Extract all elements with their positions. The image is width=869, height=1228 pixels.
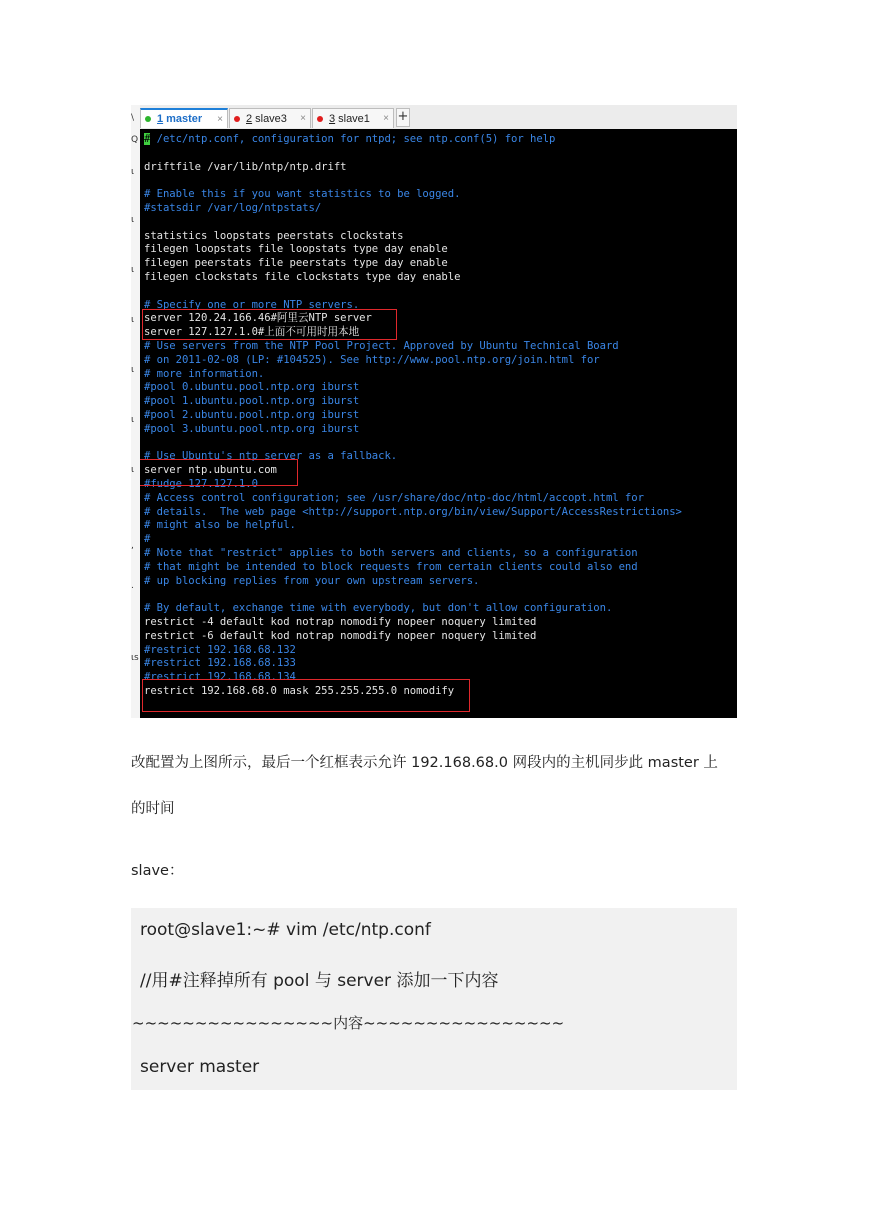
terminal-line bbox=[144, 394, 359, 408]
terminal-line-text: filegen loopstats file loopstats type day enable bbox=[144, 243, 448, 256]
status-dot-icon bbox=[145, 116, 151, 122]
terminal-line bbox=[144, 132, 555, 146]
terminal-line-text: # up blocking replies from your own upstream servers. bbox=[144, 574, 480, 587]
terminal-line bbox=[144, 643, 296, 657]
terminal-line-text: # bbox=[144, 533, 151, 546]
code-line: root@slave1:~# vim /etc/ntp.conf bbox=[140, 920, 431, 940]
terminal-line-text: server 120.24.166.46#阿里云NTP server bbox=[144, 312, 372, 325]
terminal-line-text: restrict -4 default kod notrap nomodify nopeer noquery limited bbox=[144, 616, 537, 628]
terminal-line-text: #pool 1.ubuntu.pool.ntp.org iburst bbox=[144, 395, 360, 408]
terminal-view[interactable] bbox=[140, 129, 737, 718]
terminal-line bbox=[144, 656, 296, 670]
terminal-line-text: driftfile /var/lib/ntp/ntp.drift bbox=[144, 160, 347, 173]
gutter-mark: \ bbox=[131, 113, 135, 123]
terminal-line bbox=[144, 201, 321, 215]
gutter-mark: ι bbox=[131, 215, 135, 225]
close-icon[interactable]: × bbox=[300, 113, 306, 124]
code-line: ~~~~~~~~~~~~~~~~内容~~~~~~~~~~~~~~~~ bbox=[132, 1014, 565, 1032]
terminal-line-text: #restrict 192.168.68.134 bbox=[144, 671, 296, 684]
terminal-line-text: # Enable this if you want statistics to be logged. bbox=[144, 188, 461, 201]
code-line: //用#注释掉所有 pool 与 server 添加一下内容 bbox=[140, 971, 499, 991]
terminal-line-text: #statsdir /var/log/ntpstats/ bbox=[144, 202, 322, 214]
gutter-mark: ιs bbox=[131, 653, 139, 663]
gutter-mark: ι bbox=[131, 167, 135, 177]
terminal-line bbox=[144, 615, 536, 629]
terminal-line-text: filegen peerstats file peerstats type day enable bbox=[144, 257, 448, 270]
tab-slave1[interactable] bbox=[312, 108, 394, 128]
gutter-mark: , bbox=[131, 541, 134, 551]
code-block bbox=[131, 908, 737, 1090]
tab-number: 3 bbox=[329, 112, 336, 125]
terminal-line bbox=[144, 546, 638, 560]
code-line: server master bbox=[140, 1057, 260, 1077]
gutter-mark: ι bbox=[131, 365, 135, 375]
terminal-line-text: #pool 3.ubuntu.pool.ntp.org iburst bbox=[144, 422, 360, 435]
new-tab-button[interactable]: + bbox=[396, 108, 410, 127]
terminal-line-text: restrict 192.168.68.0 mask 255.255.255.0 nomodify bbox=[144, 685, 455, 697]
description-line-1: 改配置为上图所示，最后一个红框表示允许 192.168.68.0 网段内的主机同步此 master 上 bbox=[131, 755, 718, 771]
terminal-line bbox=[144, 187, 460, 201]
terminal-line bbox=[144, 256, 448, 270]
terminal-line bbox=[144, 422, 359, 436]
terminal-line-text: # on 2011-02-08 (LP: #104525). See http://www.pool.ntp.org/join.html for bbox=[144, 353, 600, 366]
highlight-box-ntp-servers bbox=[142, 309, 397, 340]
terminal-line-text: # Use Ubuntu's ntp server as a fallback. bbox=[144, 450, 398, 463]
tab-number: 2 bbox=[246, 112, 253, 125]
terminal-line-text: #pool 2.ubuntu.pool.ntp.org iburst bbox=[144, 409, 360, 421]
terminal-line-text: /etc/ntp.conf, configuration for ntpd; see ntp.conf(5) for help bbox=[150, 133, 556, 145]
terminal-line bbox=[144, 560, 638, 574]
terminal-line-text: # details. The web page <http://support.ntp.org/bin/view/Support/AccessRestrictions> bbox=[144, 505, 682, 518]
slave-heading: slave： bbox=[131, 863, 184, 879]
gutter-mark: ι bbox=[131, 415, 135, 425]
status-dot-icon bbox=[317, 116, 323, 122]
close-icon[interactable]: × bbox=[383, 113, 389, 124]
terminal-line-text: #fudge 127.127.1.0 bbox=[144, 478, 258, 490]
terminal-line-text: server 127.127.1.0#上面不可用时用本地 bbox=[144, 326, 360, 339]
highlight-box-restrict-subnet bbox=[142, 679, 470, 712]
gutter-mark: ι bbox=[131, 465, 135, 475]
terminal-line-text: # might also be helpful. bbox=[144, 519, 296, 532]
terminal-line-text: #restrict 192.168.68.133 bbox=[144, 657, 296, 670]
tab-number: 1 bbox=[157, 113, 164, 125]
terminal-line-text: filegen clockstats file clockstats type day enable bbox=[144, 271, 461, 283]
description-line-2: 的时间 bbox=[131, 801, 175, 817]
tab-label: master bbox=[166, 113, 203, 125]
terminal-line bbox=[144, 491, 644, 505]
terminal-line-text: statistics loopstats peerstats clockstats bbox=[144, 229, 404, 242]
tab-label: slave3 bbox=[255, 112, 287, 125]
gutter-mark: ι bbox=[131, 315, 135, 325]
terminal-line bbox=[144, 242, 448, 256]
left-gutter bbox=[131, 105, 140, 718]
status-dot-icon bbox=[234, 116, 240, 122]
terminal-line-text: #pool 0.ubuntu.pool.ntp.org iburst bbox=[144, 381, 360, 394]
tab-label: slave1 bbox=[338, 112, 370, 125]
tab-slave3[interactable] bbox=[229, 108, 311, 128]
gutter-mark: ι bbox=[131, 265, 135, 275]
terminal-line bbox=[144, 353, 600, 367]
terminal-line bbox=[144, 229, 403, 243]
terminal-line bbox=[144, 601, 612, 615]
terminal-line bbox=[144, 339, 619, 353]
tab-master[interactable] bbox=[140, 108, 228, 128]
terminal-line bbox=[144, 270, 460, 284]
terminal-line-text: # Access control configuration; see /usr/share/doc/ntp-doc/html/accopt.html for bbox=[144, 491, 644, 504]
terminal-line-text: restrict -6 default kod notrap nomodify nopeer noquery limited bbox=[144, 629, 537, 642]
terminal-line bbox=[144, 518, 296, 532]
terminal-line-text: #restrict 192.168.68.132 bbox=[144, 643, 296, 656]
close-icon[interactable]: × bbox=[217, 113, 223, 125]
terminal-line bbox=[144, 160, 347, 174]
terminal-line bbox=[144, 367, 264, 381]
terminal-line bbox=[144, 505, 682, 519]
tab-bar bbox=[140, 105, 737, 130]
terminal-line-text: server ntp.ubuntu.com bbox=[144, 464, 277, 477]
cursor: # bbox=[144, 133, 151, 145]
highlight-box-fallback-server bbox=[140, 459, 298, 486]
terminal-line bbox=[144, 380, 359, 394]
terminal-line-text: # Specify one or more NTP servers. bbox=[144, 298, 360, 311]
terminal-line-text: # Note that "restrict" applies to both servers and clients, so a configuration bbox=[144, 547, 638, 559]
terminal-line-text: # Use servers from the NTP Pool Project. Approved by Ubuntu Technical Board bbox=[144, 340, 619, 352]
terminal-line-text: # more information. bbox=[144, 367, 265, 380]
gutter-mark: Q bbox=[131, 135, 139, 145]
terminal-line bbox=[144, 408, 359, 422]
terminal-line bbox=[144, 532, 150, 546]
terminal-screenshot bbox=[131, 105, 737, 718]
terminal-line-text: # By default, exchange time with everybody, but don't allow configuration. bbox=[144, 602, 613, 615]
gutter-mark: . bbox=[131, 581, 134, 591]
terminal-line bbox=[144, 629, 536, 643]
terminal-line-text: # that might be intended to block requests from certain clients could also end bbox=[144, 560, 638, 573]
terminal-line bbox=[144, 574, 479, 588]
